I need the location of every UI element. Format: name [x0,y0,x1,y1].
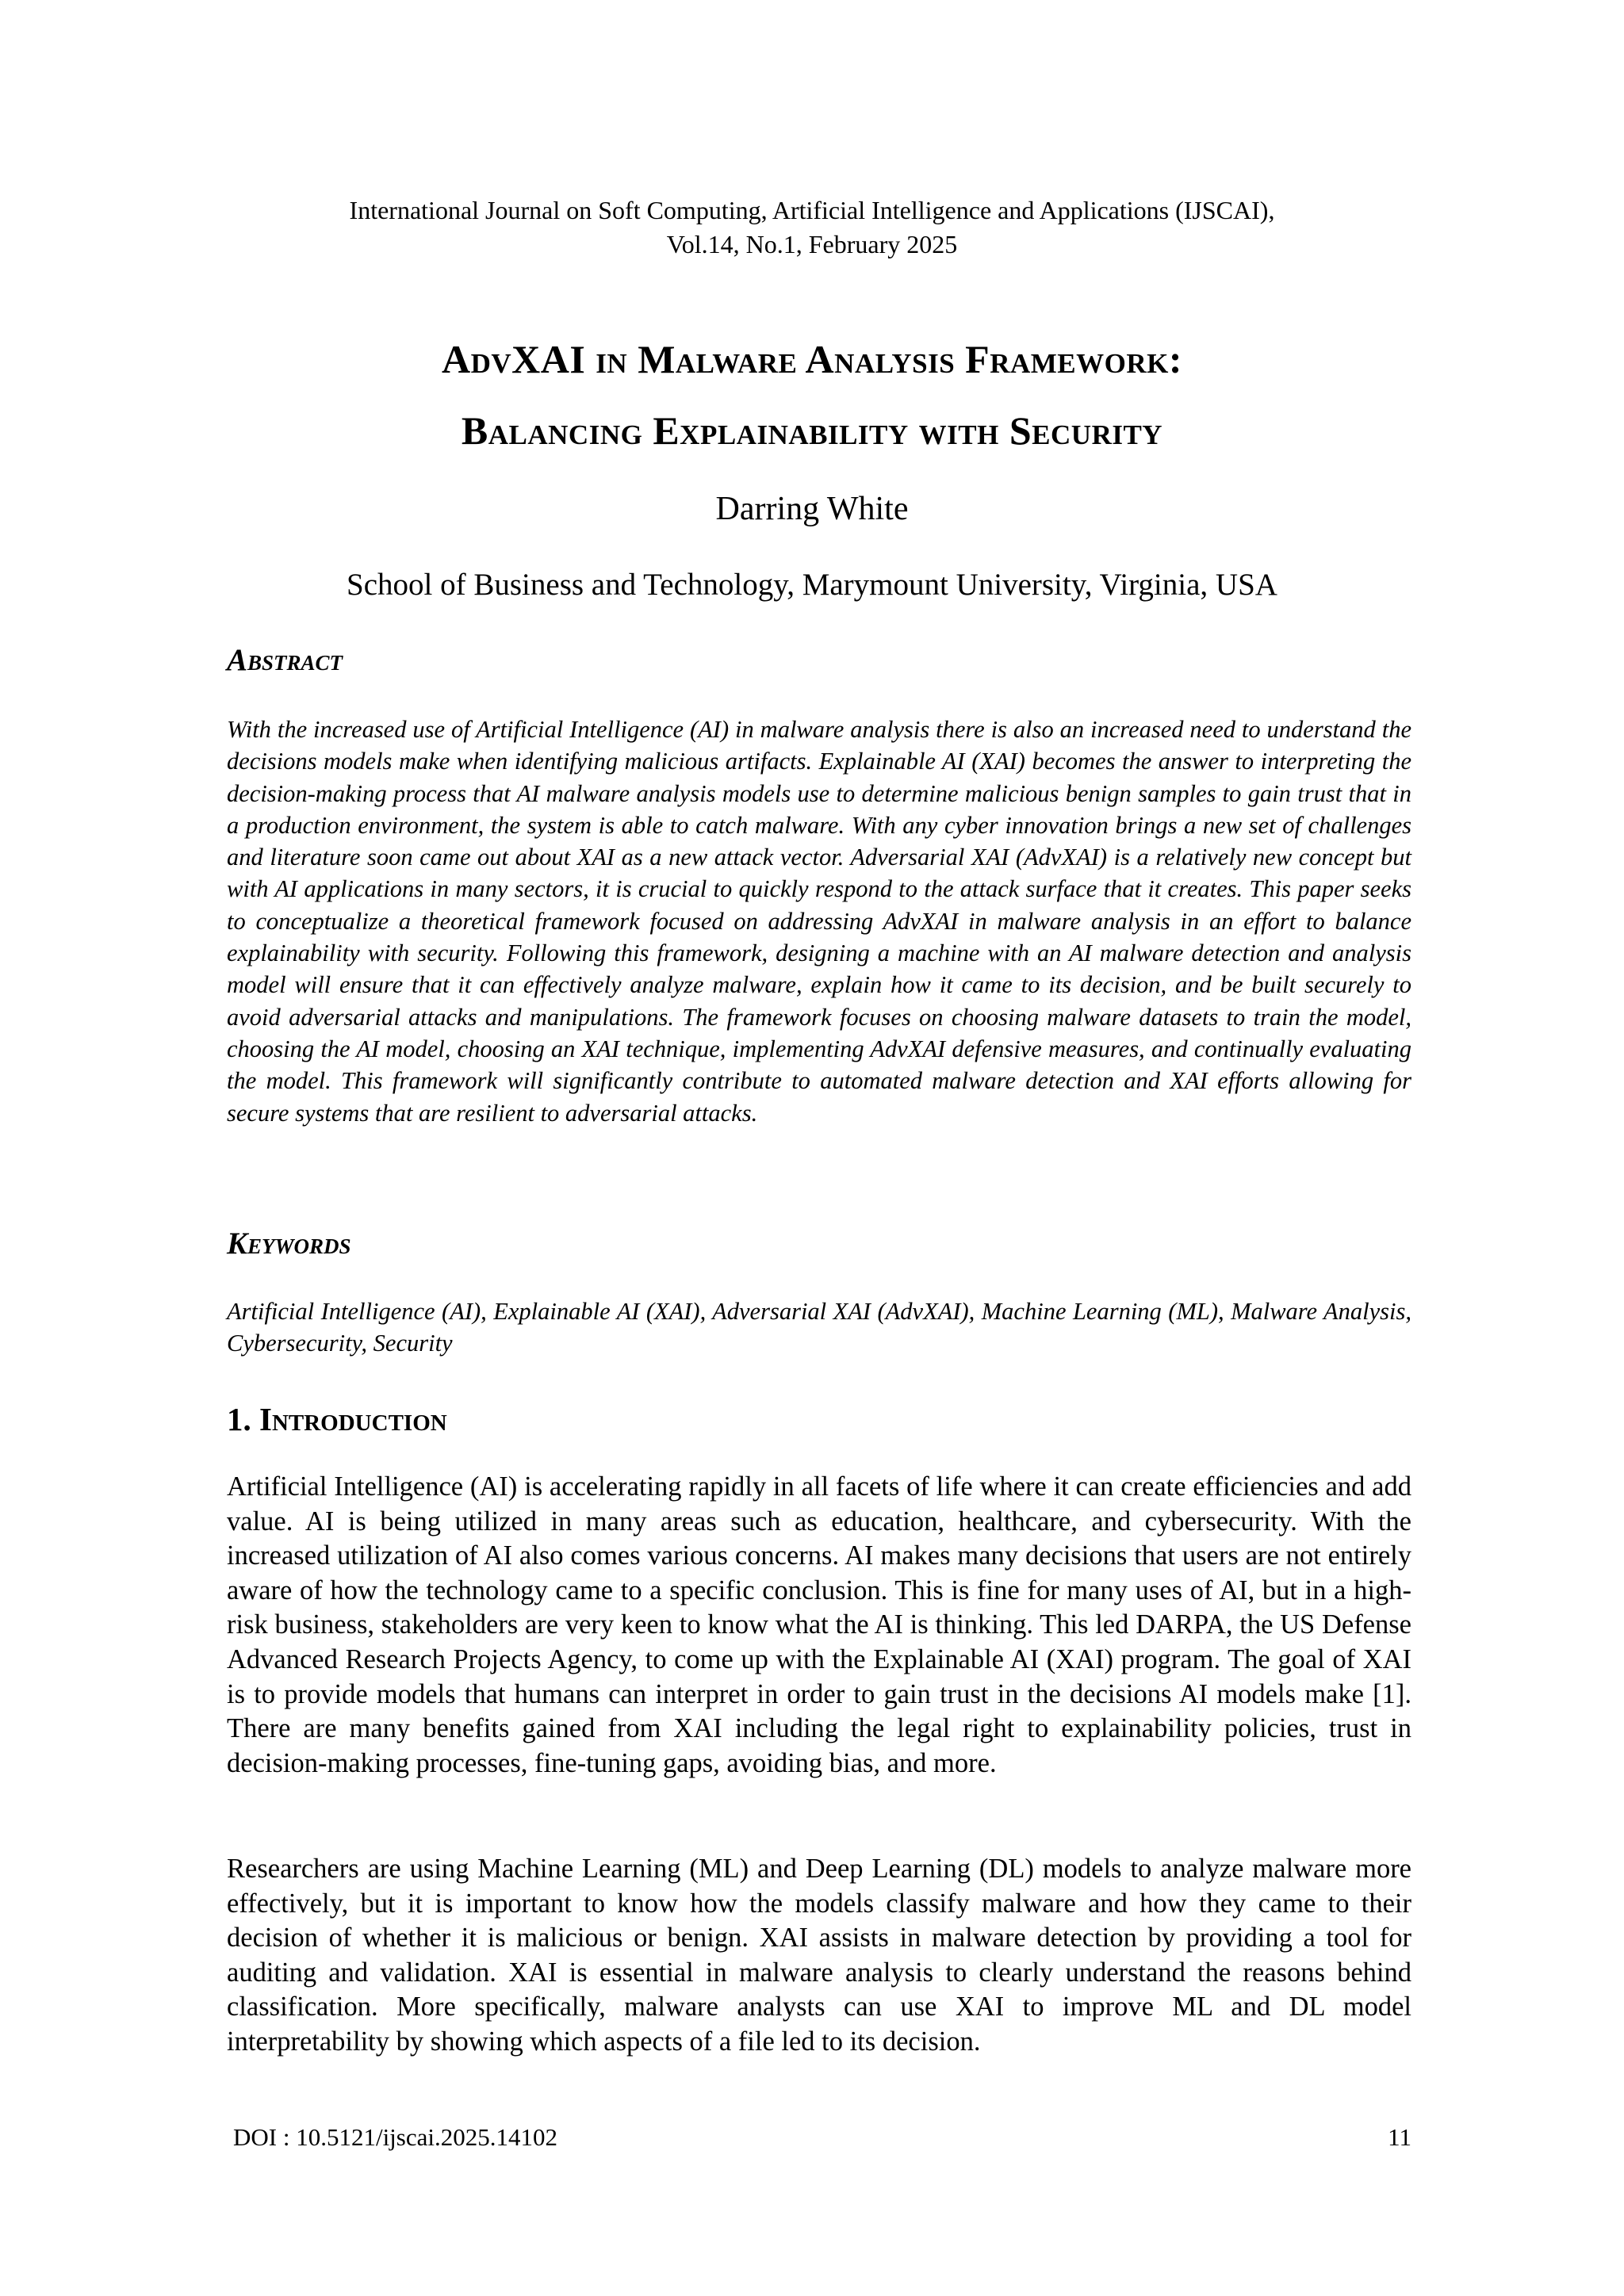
paper-title [143,323,1481,466]
journal-header-line-2: Vol.14, No.1, February 2025 [666,230,958,258]
page-number: 11 [1388,2123,1411,2151]
keywords-heading: Keywords [227,1226,351,1261]
keywords-text: Artificial Intelligence (AI), Explainable AI (XAI), Adversarial XAI (AdvXAI), Machine Learning (ML), Malware Analysis, Cybersecurity, Security [227,1298,1411,1357]
journal-header [227,193,1397,262]
journal-header-line-1: International Journal on Soft Computing, Artificial Intelligence and Applications (IJSCAI), [349,196,1275,224]
paper-title-line-2: Balancing Explainability with Security [461,408,1163,453]
author-name: Darring White [715,491,909,527]
author-affiliation: School of Business and Technology, Marymount University, Virginia, USA [347,568,1277,602]
introduction-paragraph-2: Researchers are using Machine Learning (ML) and Deep Learning (DL) models to analyze malware more effectively, but it is important to know how the models classify malware and how they came to their decision of whether it is malicious or benign. XAI assists in malware detection by providing a tool for auditing and validation. XAI is essential in malware analysis to clearly understand the reasons behind classification. More specifically, malware analysts can use XAI to improve ML and DL model interpretability by showing which aspects of a file led to its decision. [227,1854,1411,2057]
abstract-text: With the increased use of Artificial Intelligence (AI) in malware analysis there is also an increased need to understand the decisions models make when identifying malicious artifacts. Explainable AI (XAI) becomes the answer to interpreting the decision-making process that AI malware analysis models use to determine malicious benign samples to gain trust that in a production environment, the system is able to catch malware. With any cyber innovation brings a new set of challenges and literature soon came out about XAI as a new attack vector. Adversarial XAI (AdvXAI) is a relatively new concept but with AI applications in many sectors, it is crucial to quickly respond to the attack surface that it creates. This paper seeks to conceptualize a theoretical framework focused on addressing AdvXAI in malware analysis in an effort to balance explainability with security. Following this framework, designing a machine with an AI malware detection and analysis model will ensure that it can effectively analyze malware, explain how it came to its decision, and be built securely to avoid adversarial attacks and manipulations. The framework focuses on choosing malware datasets to train the model, choosing the AI model, choosing an XAI technique, implementing AdvXAI defensive measures, and continually evaluating the model. This framework will significantly contribute to automated malware detection and XAI efforts allowing for secure systems that are resilient to adversarial attacks. [227,716,1411,1127]
introduction-heading: 1. Introduction [227,1401,447,1437]
doi-text: DOI : 10.5121/ijscai.2025.14102 [233,2123,557,2151]
abstract-heading: Abstract [227,643,343,677]
paper-title-line-1: AdvXAI in Malware Analysis Framework: [441,337,1183,381]
introduction-paragraph-1: Artificial Intelligence (AI) is accelerating rapidly in all facets of life where it can create efficiencies and add value. AI is being utilized in many areas such as education, healthcare, and cybersecurity. With the increased utilization of AI also comes various concerns. AI makes many decisions that users are not entirely aware of how the technology came to a specific conclusion. This is fine for many uses of AI, but in a high-risk business, stakeholders are very keen to know what the AI is thinking. This led DARPA, the US Defense Advanced Research Projects Agency, to come up with the Explainable AI (XAI) program. The goal of XAI is to provide models that humans can interpret in order to gain trust in the decisions AI models make [1]. There are many benefits gained from XAI including the legal right to explainability policies, trust in decision-making processes, fine-tuning gaps, avoiding bias, and more. [227,1471,1411,1778]
